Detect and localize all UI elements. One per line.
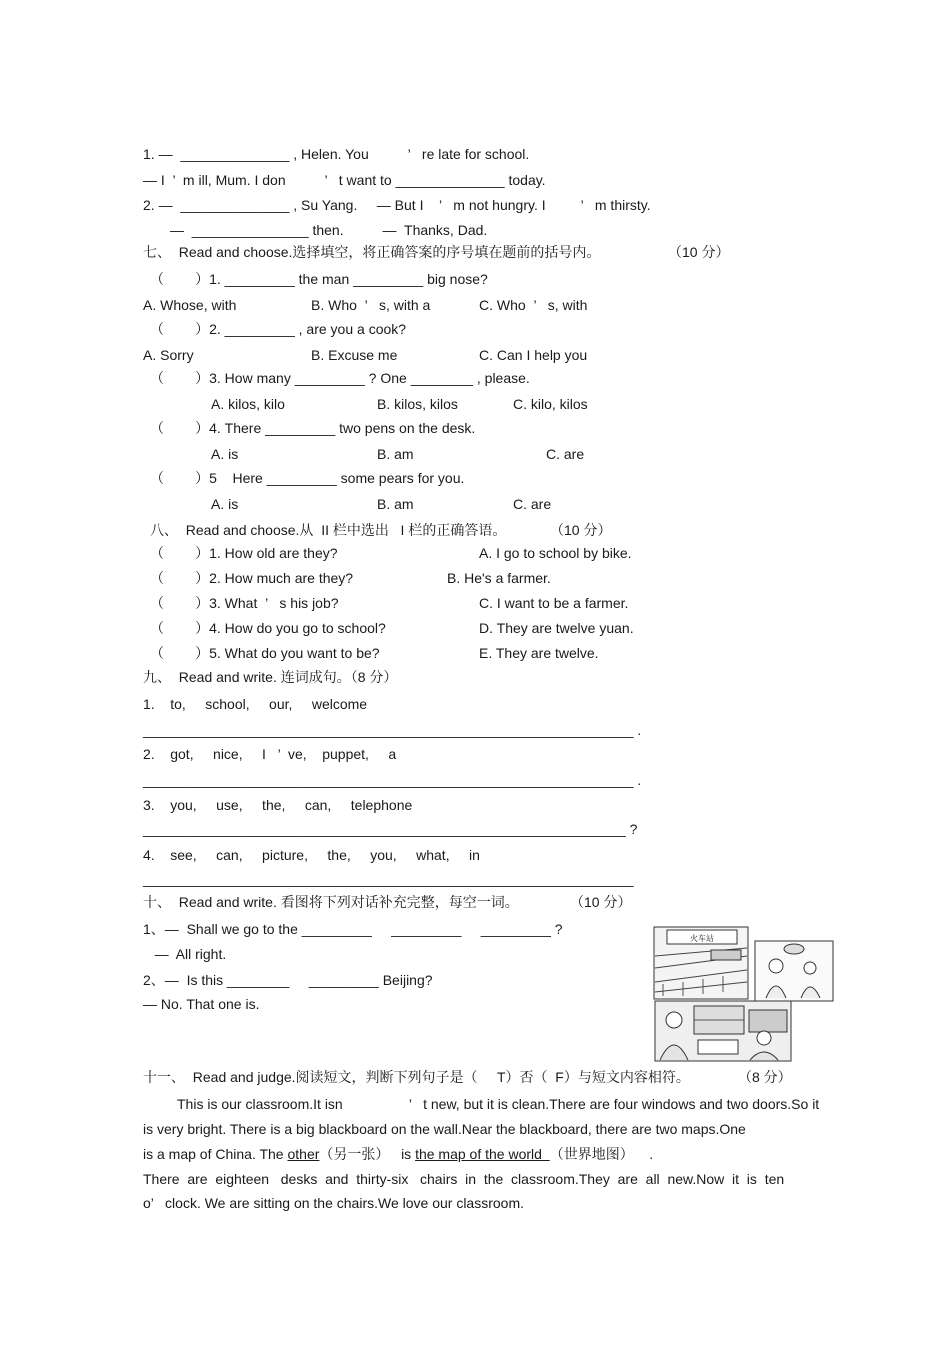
- option-c: C. are: [513, 496, 552, 512]
- question: （ ）1. _________ the man _________ big nose?: [150, 271, 488, 287]
- dialogue-line: 2、— Is this ________ _________ Beijing?: [143, 972, 433, 988]
- match-answer: C. I want to be a farmer.: [479, 595, 629, 611]
- match-question: （ ）5. What do you want to be?: [150, 645, 380, 661]
- option-a: A. Whose, with: [143, 297, 237, 313]
- passage-text: （另一张） is: [319, 1146, 416, 1162]
- match-question: （ ）3. What ’ s his job?: [150, 595, 339, 611]
- dialogue-line: 1、— Shall we go to the _________ _________ _________ ?: [143, 921, 563, 937]
- section-10-score: （10 分）: [570, 894, 632, 910]
- question: （ ）2. _________ , are you a cook?: [150, 321, 407, 337]
- answer-line: _______________________________________________________________: [143, 871, 634, 887]
- passage-line: This is our classroom.It isn ’ t new, but it is clean.There are four windows and two doors.So it: [177, 1096, 820, 1112]
- passage-line: There are eighteen desks and thirty-six chairs in the classroom.They are all new.Now it is ten: [143, 1171, 785, 1187]
- passage-text: （世界地图） .: [549, 1146, 654, 1162]
- section-7-score: （10 分）: [668, 244, 730, 260]
- passage-line: is very bright. There is a big blackboard on the wall.Near the blackboard, there are two maps.One: [143, 1121, 746, 1137]
- train-station-picture: [653, 926, 749, 1000]
- option-b: B. Who ’ s, with a: [311, 297, 431, 313]
- match-answer: A. I go to school by bike.: [479, 545, 632, 561]
- dialogue-line: — _______________ then. — Thanks, Dad.: [170, 222, 488, 238]
- scrambled-words: 2. got, nice, I ’ ve, puppet, a: [143, 746, 397, 762]
- option-b: B. Excuse me: [311, 347, 398, 363]
- match-answer: B. He's a farmer.: [447, 570, 551, 586]
- option-b: B. kilos, kilos: [377, 396, 458, 412]
- section-10-heading: 十、 Read and write. 看图将下列对话补充完整，每空一词。: [143, 894, 519, 910]
- option-c: C. Who ’ s, with: [479, 297, 588, 313]
- answer-line: _______________________________________________________________ .: [143, 772, 642, 788]
- option-a: A. is: [211, 446, 239, 462]
- question: （ ）5 Here _________ some pears for you.: [150, 470, 465, 486]
- dialogue-line: 1. — ______________ , Helen. You ’ re late for school.: [143, 146, 530, 162]
- dialogue-line: — All right.: [143, 946, 227, 962]
- passage-line: [143, 1145, 653, 1163]
- answer-line: ______________________________________________________________ ?: [143, 821, 638, 837]
- train-people-picture: [654, 1000, 792, 1062]
- station-sign: 火车站: [690, 934, 714, 943]
- section-8-heading: 八、 Read and choose.从 II 栏中选出 I 栏的正确答语。: [150, 522, 507, 538]
- section-8-score: （10 分）: [550, 522, 612, 538]
- dialogue-line: 2. — ______________ , Su Yang. — But I ’ m not hungry. I ’ m thirsty.: [143, 197, 651, 213]
- scrambled-words: 1. to, school, our, welcome: [143, 696, 368, 712]
- match-answer: D. They are twelve yuan.: [479, 620, 634, 636]
- match-question: （ ）4. How do you go to school?: [150, 620, 386, 636]
- option-a: A. is: [211, 496, 239, 512]
- option-c: C. are: [546, 446, 585, 462]
- section-7-heading: 七、 Read and choose.选择填空，将正确答案的序号填在题前的括号内。: [143, 244, 601, 260]
- match-question: （ ）1. How old are they?: [150, 545, 338, 561]
- match-answer: E. They are twelve.: [479, 645, 599, 661]
- answer-line: _______________________________________________________________ .: [143, 722, 642, 738]
- option-a: A. kilos, kilo: [211, 396, 285, 412]
- question: （ ）3. How many _________ ? One ________ , please.: [150, 370, 530, 386]
- section-11-heading: 十一、 Read and judge.阅读短文，判断下列句子是（ T）否（ F）与短文内容相符。: [143, 1069, 690, 1085]
- underlined-phrase-world-map: the map of the world: [415, 1146, 550, 1162]
- passage-line: o’ clock. We are sitting on the chairs.We love our classroom.: [143, 1195, 525, 1211]
- passage-text: is a map of China. The: [143, 1146, 288, 1162]
- section-9-heading: 九、 Read and write. 连词成句。（8 分）: [143, 669, 398, 685]
- section-11-score: （8 分）: [738, 1069, 792, 1085]
- option-c: C. Can I help you: [479, 347, 588, 363]
- match-question: （ ）2. How much are they?: [150, 570, 354, 586]
- scrambled-words: 4. see, can, picture, the, you, what, in: [143, 847, 480, 863]
- question: （ ）4. There _________ two pens on the desk.: [150, 420, 476, 436]
- option-b: B. am: [377, 446, 414, 462]
- dialogue-line: — No. That one is.: [143, 996, 260, 1012]
- option-b: B. am: [377, 496, 414, 512]
- people-talking-picture: [754, 940, 834, 1002]
- option-a: A. Sorry: [143, 347, 194, 363]
- dialogue-line: — I ’ m ill, Mum. I don ’ t want to ______________ today.: [143, 172, 546, 188]
- option-c: C. kilo, kilos: [513, 396, 588, 412]
- underlined-word-other: other: [287, 1146, 320, 1162]
- scrambled-words: 3. you, use, the, can, telephone: [143, 797, 413, 813]
